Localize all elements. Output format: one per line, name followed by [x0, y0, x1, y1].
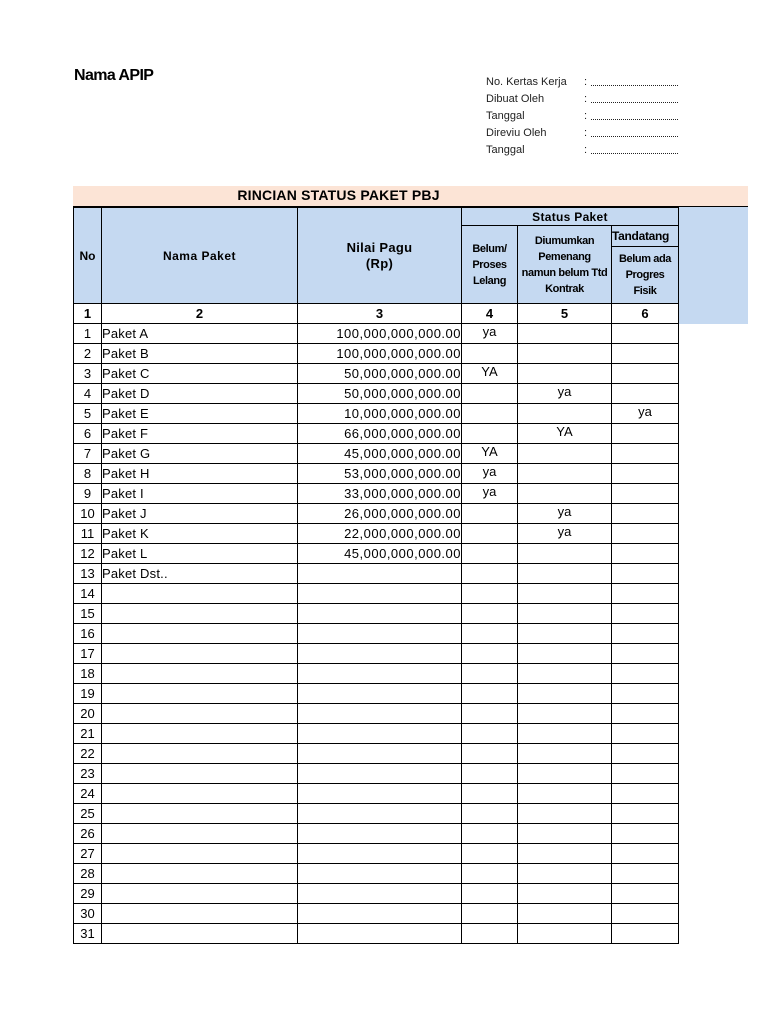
nilai-pagu-cell: [298, 564, 462, 584]
status-diumumkan-cell: [518, 764, 612, 784]
row-number: 10: [74, 504, 102, 524]
paket-name-cell: Paket J: [102, 504, 298, 524]
nilai-pagu-cell: [298, 744, 462, 764]
paket-name-cell: Paket D: [102, 384, 298, 404]
status-diumumkan-cell: [518, 444, 612, 464]
header-nama-paket: Nama Paket: [102, 208, 298, 304]
nilai-pagu-cell: 45,000,000,000.00: [298, 544, 462, 564]
status-belum-proses-cell: [462, 384, 518, 404]
header-belum-proses: Belum/ Proses Lelang: [462, 226, 518, 304]
paket-name-cell: Paket I: [102, 484, 298, 504]
nilai-pagu-cell: [298, 844, 462, 864]
status-belum-progres-cell: [612, 324, 679, 344]
paket-name-cell: [102, 624, 298, 644]
status-belum-proses-cell: [462, 744, 518, 764]
table-row: [74, 424, 679, 444]
nilai-pagu-cell: [298, 624, 462, 644]
column-number: 5: [518, 304, 612, 324]
nilai-pagu-cell: [298, 584, 462, 604]
paket-name-cell: [102, 904, 298, 924]
status-table: [73, 207, 679, 944]
meta-fill-line: [591, 77, 678, 86]
row-number: 6: [74, 424, 102, 444]
row-number: 13: [74, 564, 102, 584]
status-belum-progres-cell: [612, 524, 679, 544]
nilai-pagu-cell: [298, 924, 462, 944]
nilai-pagu-cell: [298, 664, 462, 684]
row-number: 25: [74, 804, 102, 824]
status-belum-progres-cell: [612, 564, 679, 584]
status-belum-progres-cell: [612, 624, 679, 644]
status-diumumkan-cell: [518, 624, 612, 644]
table-row: [74, 404, 679, 424]
row-number: 3: [74, 364, 102, 384]
status-belum-proses-cell: [462, 884, 518, 904]
meta-row: [486, 73, 678, 90]
paket-name-cell: [102, 604, 298, 624]
table-row: [74, 644, 679, 664]
paket-name-cell: [102, 844, 298, 864]
meta-row: [486, 107, 678, 124]
nilai-pagu-cell: [298, 804, 462, 824]
status-diumumkan-cell: [518, 804, 612, 824]
status-belum-proses-cell: [462, 524, 518, 544]
status-diumumkan-cell: [518, 904, 612, 924]
row-number: 2: [74, 344, 102, 364]
row-number: 17: [74, 644, 102, 664]
status-belum-proses-cell: [462, 724, 518, 744]
table-row: [74, 464, 679, 484]
row-number: 12: [74, 544, 102, 564]
meta-fill-line: [591, 145, 678, 154]
status-belum-proses-cell: [462, 644, 518, 664]
nilai-pagu-cell: 100,000,000,000.00: [298, 344, 462, 364]
table-row: [74, 604, 679, 624]
status-belum-progres-cell: [612, 744, 679, 764]
status-belum-progres-cell: [612, 484, 679, 504]
row-number: 11: [74, 524, 102, 544]
status-diumumkan-cell: [518, 344, 612, 364]
status-diumumkan-cell: ya: [518, 384, 612, 404]
table-row: [74, 724, 679, 744]
table-row: [74, 904, 679, 924]
row-number: 8: [74, 464, 102, 484]
status-belum-progres-cell: [612, 364, 679, 384]
nilai-pagu-cell: [298, 864, 462, 884]
status-belum-progres-cell: [612, 384, 679, 404]
status-belum-proses-cell: ya: [462, 484, 518, 504]
paket-name-cell: Paket Dst..: [102, 564, 298, 584]
column-number: 1: [74, 304, 102, 324]
table-row: [74, 744, 679, 764]
status-diumumkan-cell: YA: [518, 424, 612, 444]
row-number: 15: [74, 604, 102, 624]
status-belum-proses-cell: [462, 424, 518, 444]
nilai-pagu-cell: [298, 644, 462, 664]
paket-name-cell: [102, 824, 298, 844]
nilai-pagu-cell: [298, 824, 462, 844]
status-belum-progres-cell: [612, 924, 679, 944]
status-diumumkan-cell: [518, 464, 612, 484]
status-belum-progres-cell: [612, 704, 679, 724]
nilai-pagu-cell: 100,000,000,000.00: [298, 324, 462, 344]
row-number: 20: [74, 704, 102, 724]
row-number: 14: [74, 584, 102, 604]
status-belum-proses-cell: [462, 784, 518, 804]
meta-label: Dibuat Oleh: [486, 92, 545, 105]
status-belum-progres-cell: [612, 684, 679, 704]
status-belum-progres-cell: [612, 904, 679, 924]
row-number: 7: [74, 444, 102, 464]
row-number: 28: [74, 864, 102, 884]
nilai-pagu-cell: [298, 724, 462, 744]
meta-colon: :: [584, 109, 588, 122]
status-belum-proses-cell: ya: [462, 324, 518, 344]
paket-name-cell: [102, 764, 298, 784]
table-row: [74, 344, 679, 364]
nilai-pagu-cell: [298, 704, 462, 724]
status-diumumkan-cell: [518, 864, 612, 884]
row-number: 1: [74, 324, 102, 344]
status-belum-proses-cell: YA: [462, 364, 518, 384]
status-diumumkan-cell: [518, 364, 612, 384]
status-belum-proses-cell: [462, 544, 518, 564]
status-belum-progres-cell: [612, 584, 679, 604]
paket-name-cell: [102, 584, 298, 604]
table-row: [74, 384, 679, 404]
status-belum-proses-cell: [462, 904, 518, 924]
nilai-pagu-cell: 33,000,000,000.00: [298, 484, 462, 504]
paket-name-cell: [102, 804, 298, 824]
nilai-pagu-cell: 10,000,000,000.00: [298, 404, 462, 424]
row-number: 30: [74, 904, 102, 924]
paket-name-cell: Paket L: [102, 544, 298, 564]
meta-label: Tanggal: [486, 143, 525, 156]
column-number: 3: [298, 304, 462, 324]
status-diumumkan-cell: [518, 784, 612, 804]
row-number: 29: [74, 884, 102, 904]
paket-name-cell: Paket C: [102, 364, 298, 384]
table-row: [74, 664, 679, 684]
nilai-pagu-cell: 45,000,000,000.00: [298, 444, 462, 464]
meta-label: Direviu Oleh: [486, 126, 547, 139]
status-diumumkan-cell: [518, 544, 612, 564]
paket-name-cell: [102, 664, 298, 684]
status-belum-proses-cell: [462, 504, 518, 524]
status-belum-proses-cell: [462, 344, 518, 364]
status-diumumkan-cell: [518, 564, 612, 584]
column-number: 6: [612, 304, 679, 324]
table-row: [74, 504, 679, 524]
row-number: 26: [74, 824, 102, 844]
status-diumumkan-cell: [518, 604, 612, 624]
status-belum-proses-cell: [462, 864, 518, 884]
status-diumumkan-cell: [518, 744, 612, 764]
paket-name-cell: [102, 724, 298, 744]
status-belum-progres-cell: [612, 544, 679, 564]
status-belum-proses-cell: [462, 404, 518, 424]
status-belum-progres-cell: [612, 464, 679, 484]
header-no: No: [74, 208, 102, 304]
paket-name-cell: [102, 684, 298, 704]
table-title: RINCIAN STATUS PAKET PBJ: [237, 187, 440, 203]
nilai-pagu-cell: [298, 884, 462, 904]
status-belum-progres-cell: [612, 864, 679, 884]
paket-name-cell: Paket G: [102, 444, 298, 464]
status-diumumkan-cell: [518, 584, 612, 604]
row-number: 23: [74, 764, 102, 784]
column-number: 4: [462, 304, 518, 324]
status-belum-progres-cell: [612, 424, 679, 444]
status-belum-proses-cell: [462, 704, 518, 724]
row-number: 18: [74, 664, 102, 684]
status-belum-proses-cell: [462, 564, 518, 584]
meta-fill-line: [591, 94, 678, 103]
header-belum-progres: Belum ada Progres Fisik: [612, 247, 679, 304]
table-row: [74, 864, 679, 884]
status-belum-progres-cell: [612, 444, 679, 464]
nilai-pagu-cell: [298, 604, 462, 624]
nilai-pagu-cell: 22,000,000,000.00: [298, 524, 462, 544]
table-row: [74, 584, 679, 604]
status-diumumkan-cell: ya: [518, 504, 612, 524]
table-row: [74, 364, 679, 384]
paket-name-cell: Paket A: [102, 324, 298, 344]
table-row: [74, 444, 679, 464]
status-diumumkan-cell: [518, 684, 612, 704]
meta-label: Tanggal: [486, 109, 525, 122]
column-number: 2: [102, 304, 298, 324]
row-number: 16: [74, 624, 102, 644]
table-row: [74, 624, 679, 644]
table-row: [74, 844, 679, 864]
meta-colon: :: [584, 75, 588, 88]
header-diumumkan: Diumumkan Pemenang namun belum Ttd Kontrak: [518, 226, 612, 304]
paket-name-cell: Paket E: [102, 404, 298, 424]
status-belum-proses-cell: ya: [462, 464, 518, 484]
header-tandatang: Tandatang: [612, 226, 679, 247]
status-belum-progres-cell: [612, 504, 679, 524]
nilai-pagu-cell: [298, 764, 462, 784]
status-diumumkan-cell: [518, 324, 612, 344]
table-row: [74, 484, 679, 504]
meta-fill-line: [591, 128, 678, 137]
status-belum-proses-cell: [462, 624, 518, 644]
meta-fill-line: [591, 111, 678, 120]
status-belum-proses-cell: [462, 764, 518, 784]
status-belum-proses-cell: [462, 584, 518, 604]
column-number-row: [74, 304, 679, 324]
status-diumumkan-cell: [518, 644, 612, 664]
row-number: 21: [74, 724, 102, 744]
table-row: [74, 684, 679, 704]
status-belum-proses-cell: [462, 844, 518, 864]
status-belum-progres-cell: [612, 724, 679, 744]
meta-colon: :: [584, 126, 588, 139]
table-row: [74, 524, 679, 544]
paket-name-cell: [102, 784, 298, 804]
nilai-pagu-cell: [298, 784, 462, 804]
table-row: [74, 924, 679, 944]
paket-name-cell: [102, 644, 298, 664]
row-number: 31: [74, 924, 102, 944]
status-belum-progres-cell: [612, 664, 679, 684]
table-row: [74, 764, 679, 784]
status-diumumkan-cell: [518, 924, 612, 944]
meta-colon: :: [584, 92, 588, 105]
table-row: [74, 564, 679, 584]
status-diumumkan-cell: [518, 724, 612, 744]
status-diumumkan-cell: [518, 704, 612, 724]
meta-label: No. Kertas Kerja: [486, 75, 567, 88]
status-belum-proses-cell: [462, 804, 518, 824]
paket-name-cell: Paket K: [102, 524, 298, 544]
row-number: 24: [74, 784, 102, 804]
status-belum-proses-cell: [462, 924, 518, 944]
paket-name-cell: [102, 884, 298, 904]
nilai-pagu-cell: 53,000,000,000.00: [298, 464, 462, 484]
paket-name-cell: Paket H: [102, 464, 298, 484]
status-belum-proses-cell: [462, 664, 518, 684]
status-belum-progres-cell: [612, 604, 679, 624]
row-number: 4: [74, 384, 102, 404]
row-number: 27: [74, 844, 102, 864]
status-diumumkan-cell: [518, 884, 612, 904]
meta-row: [486, 90, 678, 107]
paket-name-cell: Paket F: [102, 424, 298, 444]
table-row: [74, 704, 679, 724]
status-diumumkan-cell: [518, 824, 612, 844]
row-number: 22: [74, 744, 102, 764]
status-diumumkan-cell: [518, 404, 612, 424]
nilai-pagu-cell: [298, 684, 462, 704]
worksheet-meta: [486, 73, 678, 158]
status-belum-progres-cell: [612, 344, 679, 364]
table-row: [74, 824, 679, 844]
status-diumumkan-cell: ya: [518, 524, 612, 544]
row-number: 19: [74, 684, 102, 704]
paket-name-cell: [102, 864, 298, 884]
status-belum-proses-cell: [462, 824, 518, 844]
status-belum-progres-cell: [612, 764, 679, 784]
status-belum-proses-cell: YA: [462, 444, 518, 464]
status-belum-progres-cell: [612, 644, 679, 664]
status-belum-progres-cell: [612, 804, 679, 824]
status-belum-progres-cell: [612, 844, 679, 864]
table-row: [74, 784, 679, 804]
paket-name-cell: [102, 744, 298, 764]
nilai-pagu-cell: 26,000,000,000.00: [298, 504, 462, 524]
status-belum-progres-cell: [612, 884, 679, 904]
row-number: 5: [74, 404, 102, 424]
table-row: [74, 884, 679, 904]
org-name: Nama APIP: [74, 67, 154, 84]
status-diumumkan-cell: [518, 664, 612, 684]
nilai-pagu-cell: 50,000,000,000.00: [298, 384, 462, 404]
header-status-paket: Status Paket: [462, 208, 679, 226]
nilai-pagu-cell: [298, 904, 462, 924]
nilai-pagu-cell: 66,000,000,000.00: [298, 424, 462, 444]
status-diumumkan-cell: [518, 484, 612, 504]
row-number: 9: [74, 484, 102, 504]
meta-row: [486, 124, 678, 141]
status-belum-proses-cell: [462, 604, 518, 624]
table-row: [74, 544, 679, 564]
meta-row: [486, 141, 678, 158]
status-diumumkan-cell: [518, 844, 612, 864]
status-belum-progres-cell: [612, 824, 679, 844]
nilai-pagu-cell: 50,000,000,000.00: [298, 364, 462, 384]
paket-name-cell: [102, 704, 298, 724]
status-belum-proses-cell: [462, 684, 518, 704]
paket-name-cell: [102, 924, 298, 944]
table-row: [74, 324, 679, 344]
table-row: [74, 804, 679, 824]
meta-colon: :: [584, 143, 588, 156]
paket-name-cell: Paket B: [102, 344, 298, 364]
status-belum-progres-cell: [612, 784, 679, 804]
header-nilai-pagu: Nilai Pagu (Rp): [298, 208, 462, 304]
status-belum-progres-cell: ya: [612, 404, 679, 424]
